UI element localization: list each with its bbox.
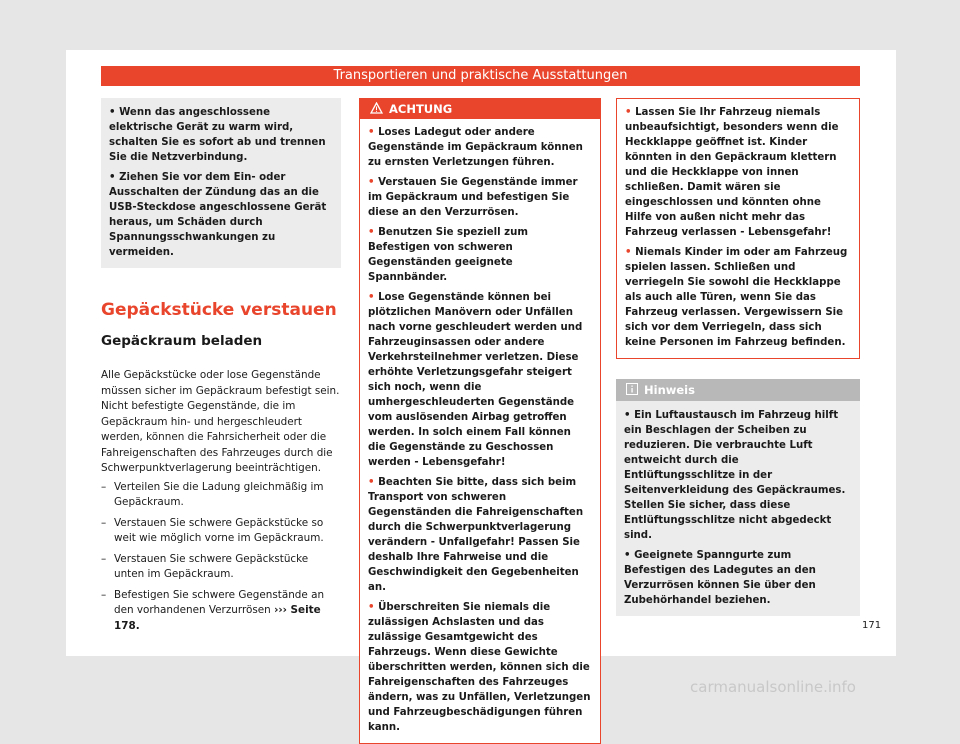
column-left: [101, 98, 341, 639]
list-item: – Befestigen Sie schwere Gegenstände an den vorhandenen Verzurrösen ››› Seite 178.: [101, 588, 341, 635]
page-reference-link[interactable]: ››› Seite 178.: [114, 604, 321, 632]
list-item: – Verteilen Sie die Ladung gleichmäßig im Gepäckraum.: [101, 480, 341, 511]
watermark: carmanualsonline.info: [690, 678, 856, 696]
warning-triangle-icon: [370, 100, 383, 120]
warning-item: • Lose Gegenstände können bei plötzlichen Manövern oder Unfällen nach vorne geschleudert werden und Fahrzeuginsassen oder andere Verkehrsteilnehmer verletzen. Diese erhöhte Verletzungsgefahr steigert sich noch, wenn die umhergeschleuderten Gegenstände vom auslösenden Airbag getroffen werden. In solch einem Fall können die Gegenstände zu Geschossen werden - Lebensgefahr!: [368, 292, 583, 468]
note-box: [616, 379, 860, 616]
warning-item: • Verstauen Sie Gegenstände immer im Gepäckraum und befestigen Sie diese an den Verzurrösen.: [368, 177, 578, 218]
list-item: – Verstauen Sie schwere Gepäckstücke unten im Gepäckraum.: [101, 552, 341, 583]
page-number: 171: [862, 620, 882, 631]
list-item: – Verstauen Sie schwere Gepäckstücke so weit wie möglich vorne im Gepäckraum.: [101, 516, 341, 547]
subsection-title: Gepäckraum beladen: [101, 333, 263, 349]
warning-item: • Lassen Sie Ihr Fahrzeug niemals unbeaufsichtigt, besonders wenn die Heckklappe geöffnet ist. Kinder könnten in den Gepäckraum klettern und die Heckklappe von innen schließen. Damit wären sie eingeschlossen und könnten ohne Hilfe von außen nicht mehr das Fahrzeug verlassen - Lebensgefahr!: [625, 107, 839, 238]
intro-bullet: • Wenn das angeschlossene elektrische Gerät zu warm wird, schalten Sie es sofort ab und trennen Sie die Netzverbindung.: [109, 107, 326, 163]
warning-item: • Niemals Kinder im oder am Fahrzeug spielen lassen. Schließen und verriegeln Sie sowohl die Heckklappe als auch alle Türen, wenn Sie das Fahrzeug verlassen. Vergewissern Sie sich vor dem Verriegeln, dass sich keine Personen im Fahrzeug befinden.: [625, 247, 848, 348]
warning-item: • Loses Ladegut oder andere Gegenstände im Gepäckraum können zu ernsten Verletzungen führen.: [368, 127, 583, 168]
note-title: Hinweis: [644, 383, 695, 397]
intro-box: [101, 98, 341, 268]
intro-bullet: • Ziehen Sie vor dem Ein- oder Ausschalten der Zündung das an die USB-Steckdose angeschlossene Gerät heraus, um Schäden durch Spannungsschwankungen zu vermeiden.: [109, 172, 327, 258]
section-title: Gepäckstücke verstauen: [101, 300, 337, 320]
info-icon: [626, 380, 638, 402]
warning-title: ACHTUNG: [389, 102, 453, 116]
note-body: [616, 401, 860, 616]
note-header: [616, 379, 860, 401]
warning-body-continued: [617, 99, 859, 358]
note-item: • Ein Luftaustausch im Fahrzeug hilft ein Beschlagen der Scheiben zu reduzieren. Die verbrauchte Luft entweicht durch die Entlüftungsschlitze in der Seitenverkleidung des Gepäckraumes. Stellen Sie sicher, dass diese Entlüftungsschlitze nicht abgedeckt sind.: [624, 410, 846, 541]
column-right: [616, 98, 860, 616]
page-header: Transportieren und praktische Ausstattungen: [101, 66, 860, 86]
warning-body: [360, 119, 600, 743]
warning-item: • Benutzen Sie speziell zum Befestigen von schweren Gegenständen geeignete Spannbänder.: [368, 227, 528, 283]
body-paragraph: Alle Gepäckstücke oder lose Gegenstände müssen sicher im Gepäckraum befestigt sein. Nicht befestigte Gegenstände, die im Gepäckraum hin- und hergeschleudert werden, können die Fahrsicherheit oder die Fahreigenschaften des Fahrzeuges durch die Schwerpunktverlagerung beeinträchtigen.: [101, 369, 340, 474]
warning-box-continued: [616, 98, 860, 359]
warning-header: [360, 99, 600, 119]
warning-item: • Beachten Sie bitte, dass sich beim Transport von schweren Gegenständen die Fahreigenschaften durch die Schwerpunktverlagerung verändern - Unfallgefahr! Passen Sie deshalb Ihre Fahrweise und die Geschwindigkeit den Gegebenheiten an.: [368, 477, 584, 593]
warning-item: • Überschreiten Sie niemals die zulässigen Achslasten und das zulässige Gesamtgewicht des Fahrzeugs. Wenn diese Gewichte überschritten werden, können sich die Fahreigenschaften des Fahrzeuges ändern, was zu Unfällen, Verletzungen und Fahrzeugbeschädigungen führen kann.: [368, 602, 591, 733]
warning-box: [359, 98, 601, 744]
instruction-list: [101, 480, 341, 635]
column-middle: [359, 98, 601, 744]
note-item: • Geeignete Spanngurte zum Befestigen des Ladegutes an den Verzurrösen können Sie über den Zubehörhandel beziehen.: [624, 550, 816, 606]
